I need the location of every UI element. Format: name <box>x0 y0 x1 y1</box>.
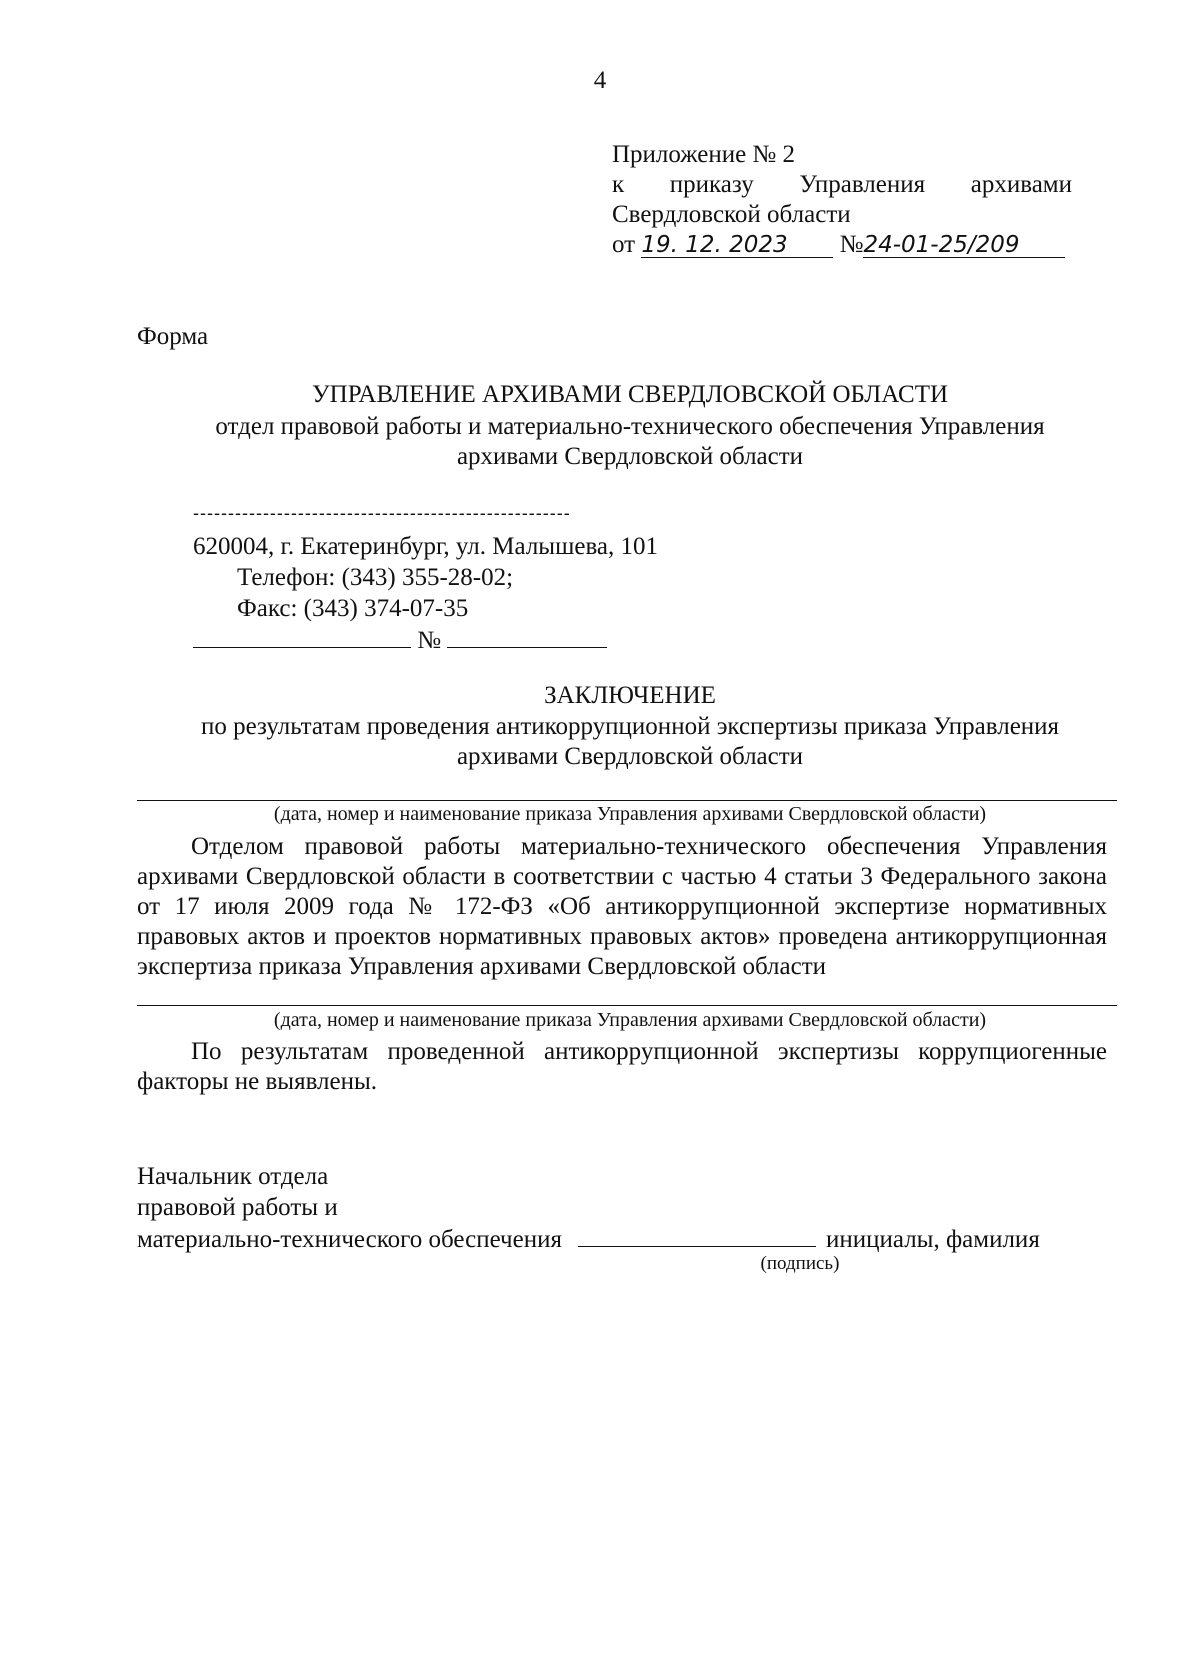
date-blank <box>193 625 411 648</box>
result-paragraph: По результатам проведенной антикоррупционной экспертизы коррупциогенные факторы не выявлены. <box>137 1038 1107 1095</box>
appendix-reference-line <box>612 170 1072 200</box>
signature-caption: (подпись) <box>760 1253 840 1274</box>
phone: Телефон: (343) 355-28-02; <box>237 564 514 591</box>
date-prefix: от <box>612 231 636 258</box>
dashed-divider: ------------------------------------------------------ <box>193 506 571 520</box>
org-title: УПРАВЛЕНИЕ АРХИВАМИ СВЕРДЛОВСКОЙ ОБЛАСТИ <box>311 381 949 408</box>
handwritten-date: 19. 12. 2023 <box>641 233 833 258</box>
conclusion-title: ЗАКЛЮЧЕНИЕ <box>544 682 716 709</box>
page-number: 4 <box>593 67 607 94</box>
department-name: отдел правовой работы и материально-технического обеспечения Управления архивами Свердловской области <box>215 413 1045 470</box>
appendix-block <box>612 140 1072 260</box>
signatory-title-line: Начальник отдела <box>137 1163 329 1190</box>
signature-blank <box>578 1224 816 1247</box>
appendix-title: Приложение № 2 <box>612 141 796 168</box>
order-blank-line <box>137 800 1117 801</box>
handwritten-number: 24-01-25/209 <box>863 233 1065 258</box>
address: 620004, г. Екатеринбург, ул. Малышева, 101 <box>193 533 659 560</box>
order-caption: (дата, номер и наименование приказа Управления архивами Свердловской области) <box>273 1009 987 1031</box>
order-caption: (дата, номер и наименование приказа Управления архивами Свердловской области) <box>273 803 987 825</box>
number-blank <box>447 625 607 648</box>
appendix-date-number-line <box>612 230 1072 260</box>
signature-line <box>137 1224 1117 1255</box>
registration-line <box>193 625 607 656</box>
appendix-word: Управления <box>799 171 926 198</box>
form-label: Форма <box>137 323 209 350</box>
appendix-region: Свердловской области <box>612 201 851 228</box>
signatory-title-line: материально-технического обеспечения <box>137 1226 562 1253</box>
appendix-word: приказу <box>669 171 754 198</box>
conclusion-subtitle: по результатам проведения антикоррупционной экспертизы приказа Управления архивами Свердловской области <box>200 713 1060 770</box>
appendix-word: архивами <box>970 171 1072 198</box>
conclusion-paragraph: Отделом правовой работы материально-технического обеспечения Управления архивами Свердловской области в соответствии с частью 4 статьи 3 Федерального закона от 17 июля 2009 года № 172-ФЗ «Об антикоррупционной экспертизе нормативных правовых актов и проектов нормативных правовых актов» проведена антикоррупционная экспертиза приказа Управления архивами Свердловской области <box>137 833 1107 980</box>
appendix-word: к <box>612 171 625 198</box>
fax: Факс: (343) 374-07-35 <box>237 595 469 622</box>
name-placeholder: инициалы, фамилия <box>825 1226 1040 1253</box>
number-prefix: № <box>839 231 864 258</box>
signatory-title-line: правовой работы и <box>137 1194 338 1221</box>
reg-number-sign: № <box>417 627 442 654</box>
order-blank-line <box>137 1005 1117 1006</box>
